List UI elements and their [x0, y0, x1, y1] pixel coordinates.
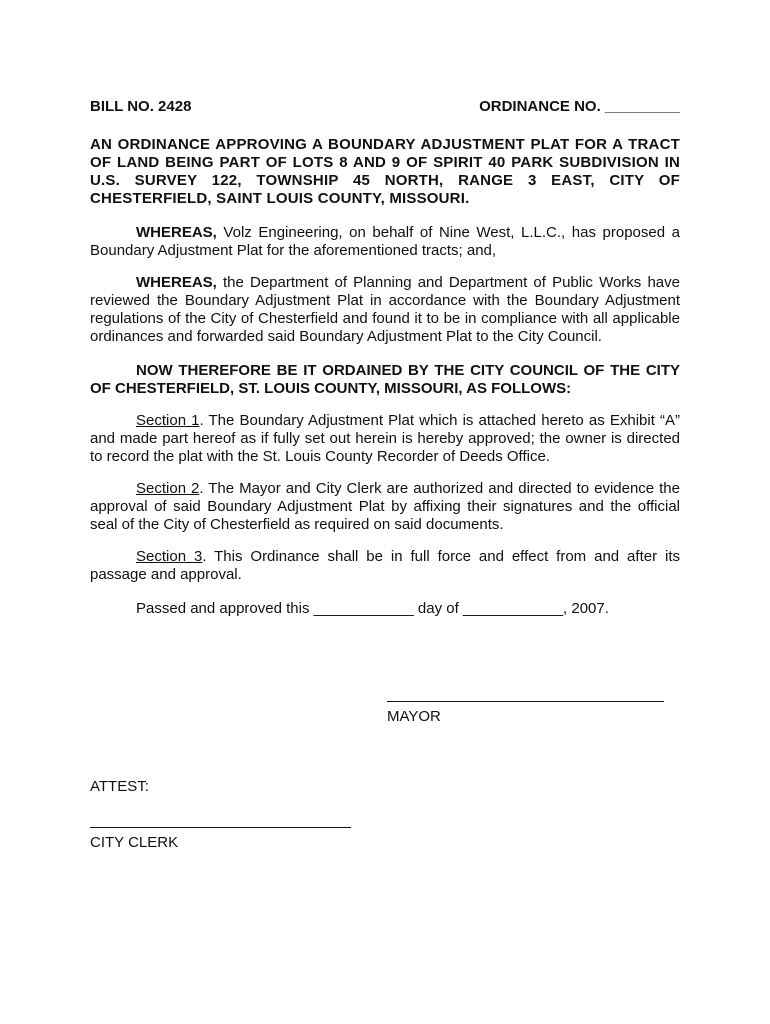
ordinance-title: AN ORDINANCE APPROVING A BOUNDARY ADJUSTMENT PLAT FOR A TRACT OF LAND BEING PART OF LOTS 8 AND 9 OF SPIRIT 40 PARK SUBDIVISION IN U.S. SURVEY 122, TOWNSHIP 45 NORTH, RANGE 3 EAST, CITY OF CHESTERFIELD, SAINT LOUIS COUNTY, MISSOURI.	[90, 136, 680, 207]
passed-approved-line: Passed and approved this ____________ day of ____________, 2007.	[136, 600, 609, 617]
city-clerk-label: CITY CLERK	[90, 834, 179, 851]
whereas-lead: WHEREAS,	[136, 274, 217, 291]
mayor-label: MAYOR	[387, 708, 441, 725]
ordain-clause: NOW THEREFORE BE IT ORDAINED BY THE CITY COUNCIL OF THE CITY OF CHESTERFIELD, ST. LOUIS COUNTY, MISSOURI, AS FOLLOWS:	[90, 362, 680, 397]
document-header	[90, 98, 680, 118]
bill-number: BILL NO. 2428	[90, 98, 192, 115]
clerk-signature-line	[90, 827, 351, 828]
mayor-signature-line	[387, 701, 664, 702]
section-2	[90, 480, 680, 534]
section-text: . The Mayor and City Clerk are authorized and directed to evidence the approval of said Boundary Adjustment Plat by affixing their signatures and the official seal of the City of Chesterfield as required on said documents.	[90, 480, 680, 533]
whereas-lead: WHEREAS,	[136, 224, 217, 241]
section-text: . This Ordinance shall be in full force and effect from and after its passage and approval.	[90, 548, 680, 583]
section-text: . The Boundary Adjustment Plat which is attached hereto as Exhibit “A” and made part hereof as if fully set out herein is hereby approved; the owner is directed to record the plat with the St. Louis County Recorder of Deeds Office.	[90, 412, 680, 465]
section-label: Section 2	[136, 480, 200, 497]
section-3	[90, 548, 680, 584]
clerk-signature-block	[90, 827, 351, 852]
whereas-paragraph-1	[90, 224, 680, 260]
ordinance-document	[90, 98, 680, 851]
ordinance-number: ORDINANCE NO. _________	[479, 98, 680, 115]
whereas-text: Volz Engineering, on behalf of Nine West, L.L.C., has proposed a Boundary Adjustment Plat for the aforementioned tracts; and,	[90, 224, 680, 259]
section-1	[90, 412, 680, 466]
whereas-paragraph-2	[90, 274, 680, 346]
section-label: Section 3	[136, 548, 203, 565]
attest-label: ATTEST:	[90, 778, 149, 795]
section-label: Section 1	[136, 412, 200, 429]
whereas-text: the Department of Planning and Department of Public Works have reviewed the Boundary Adjustment Plat in accordance with the Boundary Adjustment regulations of the City of Chesterfield and found it to be in compliance with all applicable ordinances and forwarded said Boundary Adjustment Plat to the City Council.	[90, 274, 680, 345]
mayor-signature-block	[387, 701, 667, 726]
